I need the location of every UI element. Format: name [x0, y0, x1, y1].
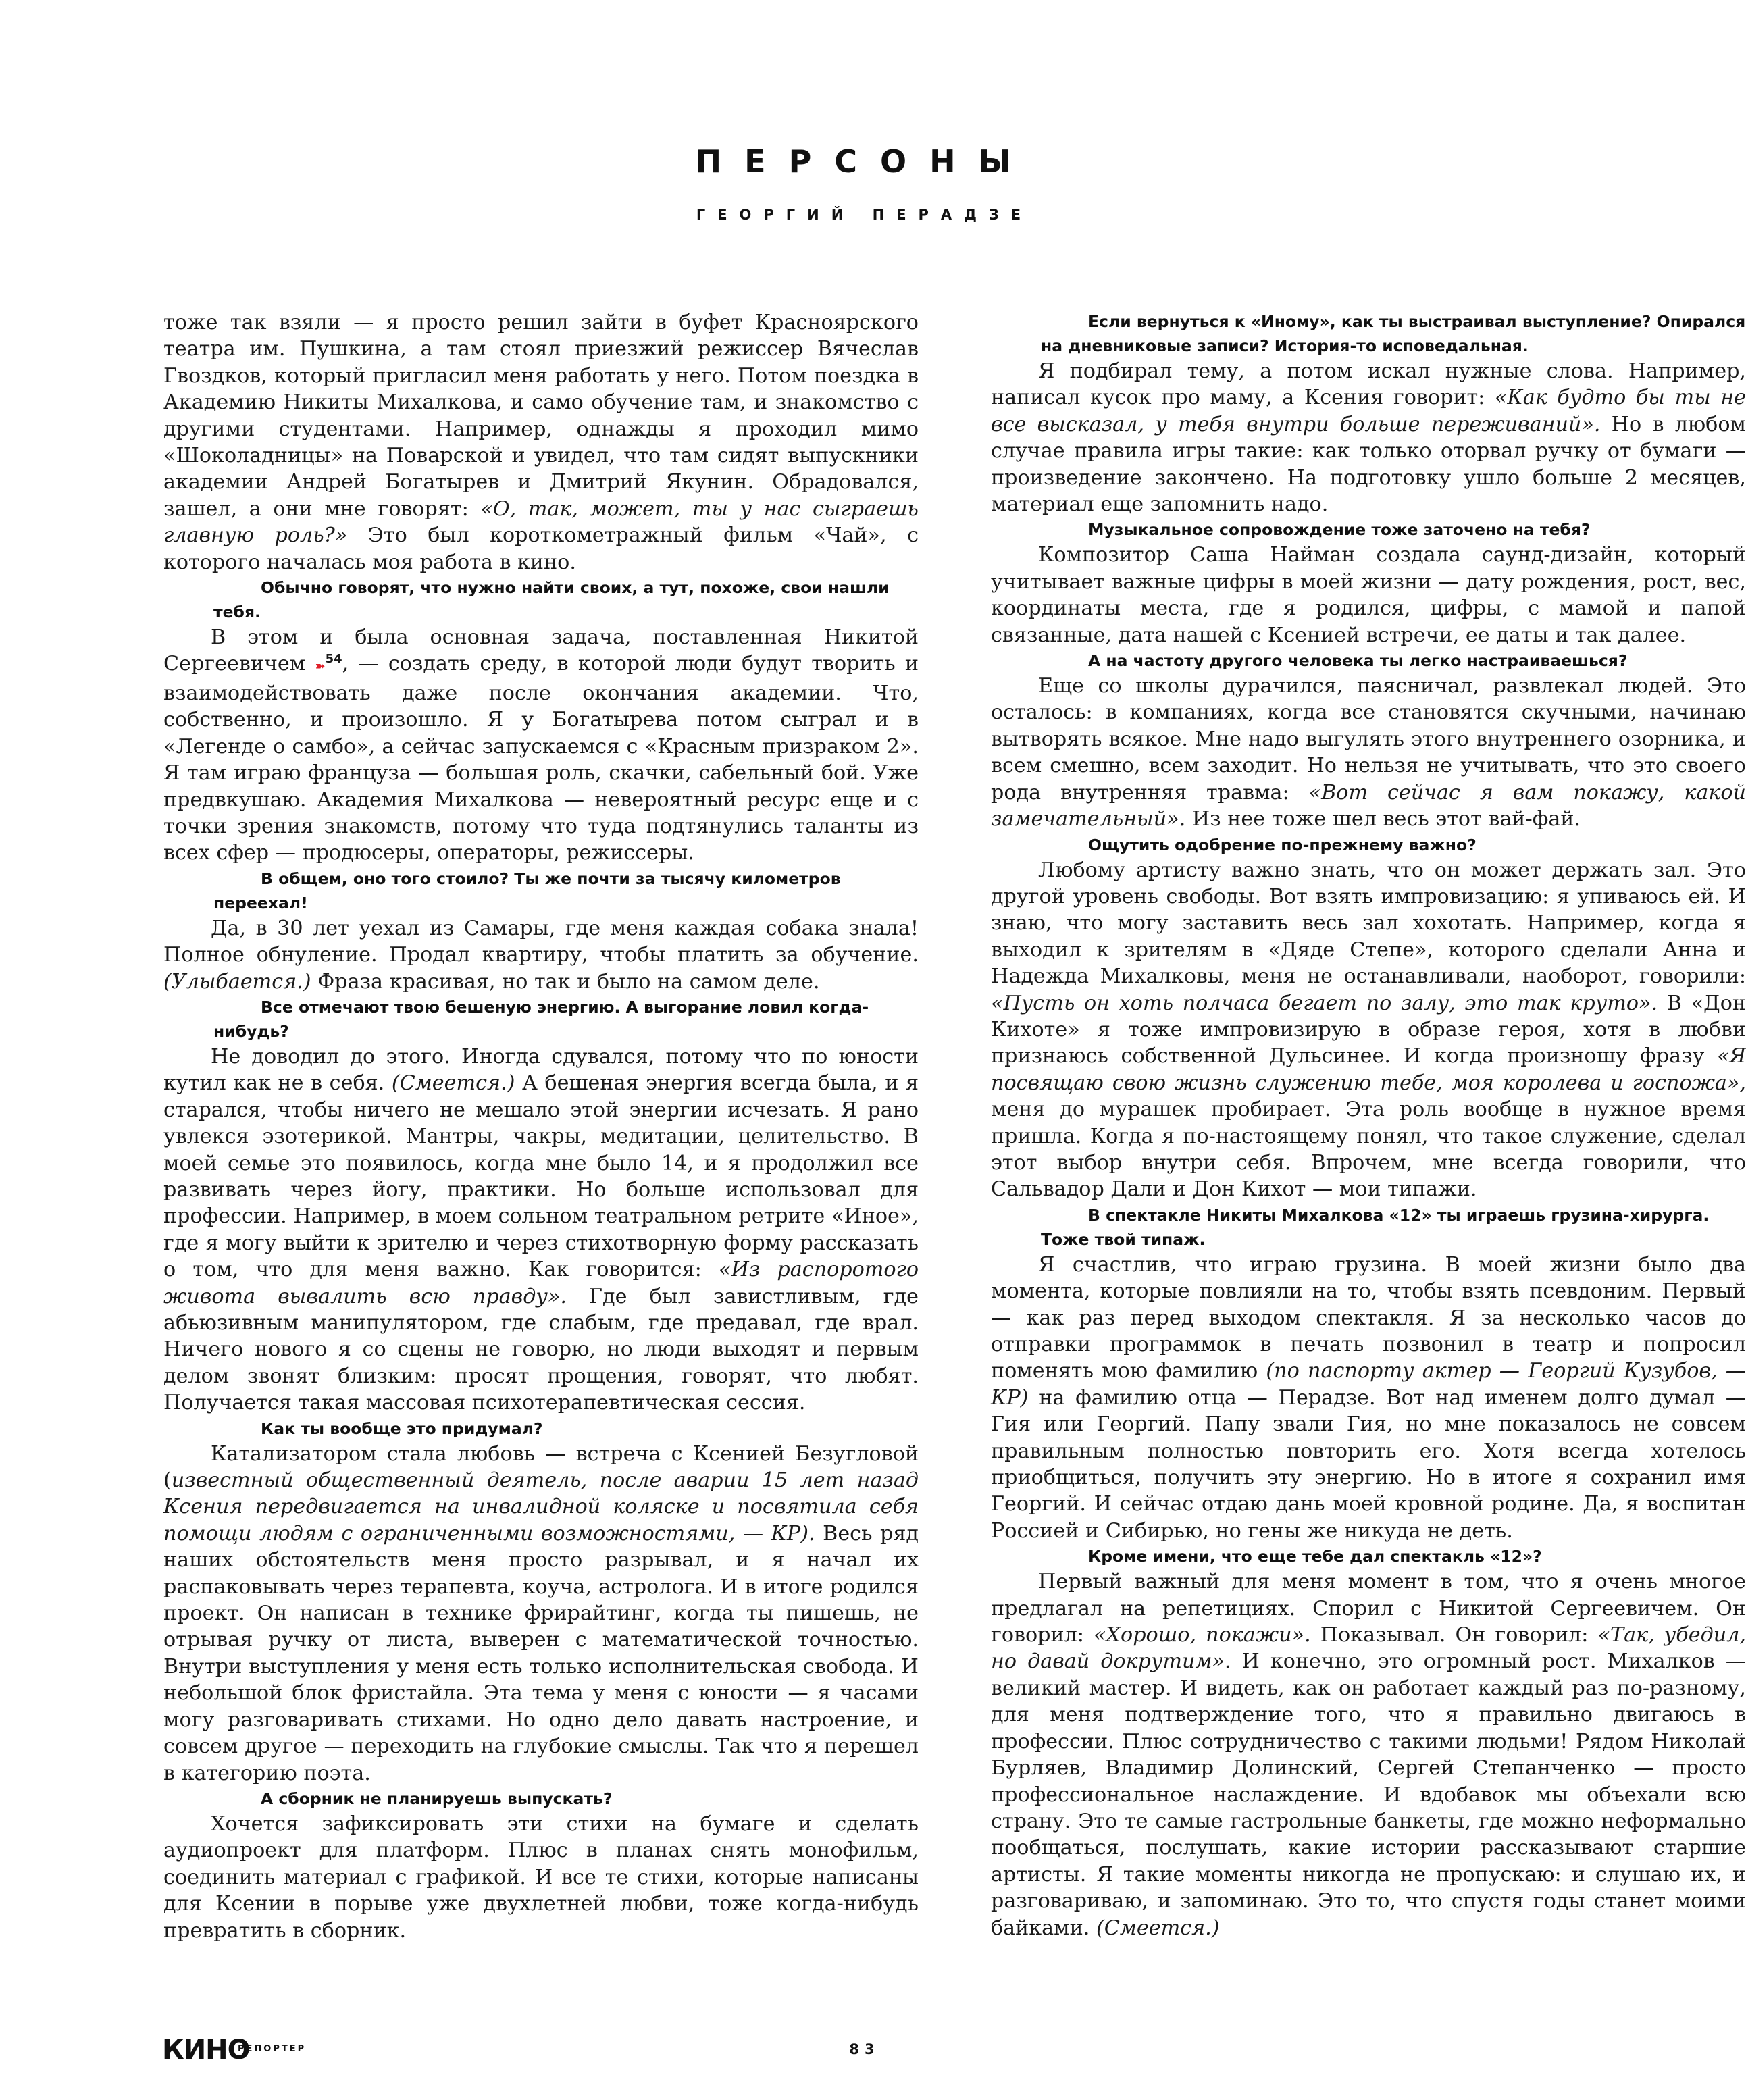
page-number: 83 — [849, 2041, 880, 2057]
page-ref-arrow-icon: ➽ — [315, 659, 326, 674]
question: Кроме имени, что еще тебе дал спектакль «12»? — [1088, 1547, 1542, 1566]
answer: Я счастлив, что играю грузина. В моей жизни было два момента, которые повлияли на то, чтобы взять псевдоним. Первый — как раз перед выходом спектакля. Я за несколько часов до отправки программок в печать позвонил в театр и попросил поменять мою фамилию (по паспорту актер — Георгий Кузубов, — КР) на фамилию отца — Перадзе. Вот над именем долго думал — Гия или Георгий. Папу звали Гия, но мне показалось не совсем правильным полностью повторить его. Хотя всегда хотелось приобщиться, получить эту энергию. Но в итоге я сохранил имя Георгий. И сейчас отдаю дань моей кровной родине. Да, я воспитан Россией и Сибирью, но гены же никуда не деть. — [991, 1252, 1746, 1543]
question: В спектакле Никиты Михалкова «12» ты играешь грузина-хирурга. Тоже твой типаж. — [1041, 1205, 1710, 1249]
question: Музыкальное сопровождение тоже заточено на тебя? — [1088, 520, 1591, 540]
question: Как ты вообще это придумал? — [261, 1418, 543, 1438]
question: Все отмечают твою бешеную энергию. А выгорание ловил когда-нибудь? — [213, 997, 869, 1041]
question: В общем, оно того стоило? Ты же почти за тысячу километров переехал! — [213, 869, 841, 913]
answer: Еще со школы дурачился, паясничал, развлекал людей. Это осталось: в компаниях, когда все становятся скучными, начинаю вытворять всякое. Мне надо выгулять этого внутреннего озорника, и всем смешно, всем заходит. Но нельзя не учитывать, что это своего рода внутренняя травма: «Вот сейчас я вам покажу, какой замечательный». Из нее тоже шел весь этот вай-фай. — [991, 674, 1746, 831]
answer: В этом и была основная задача, поставленная Никитой Сергеевичем ➽$^{54}$, — создать среду, в которой люди будут творить и взаимодействовать даже после окончания академии. Что, собственно, и произошло. Я у Богатырева потом сыграл и в «Легенде о самбо», а сейчас запускаемся с «Красным призраком 2». Я там играю француза — большая роль, скачки, сабельный бой. Уже предвкушаю. Академия Михалкова — невероятный ресурс еще и с точки зрения знакомств, потому что туда подтянулись таланты из всех сфер — продюсеры, операторы, режиссеры. — [163, 625, 919, 865]
right-column — [991, 309, 1746, 1941]
paragraph: тоже так взяли — я просто решил зайти в буфет Красноярского театра им. Пушкина, а там стоял приезжий режиссер Вячеслав Гвоздков, который пригласил меня работать у него. Потом поездка в Академию Никиты Михалкова, и само обучение там, и знакомство с другими студентами. Например, однажды я проходил мимо «Шоколадницы» на Поварской и увидел, что там сидят выпускники академии Андрей Богатырев и Дмитрий Якунин. Обрадовался, зашел, а они мне говорят: «О, так, может, ты у нас сыграешь главную роль?» Это был короткометражный фильм «Чай», с которого началась моя работа в кино. — [163, 311, 919, 574]
question: А на частоту другого человека ты легко настраиваешься? — [1088, 651, 1628, 671]
magazine-logo: КИНО — [162, 2034, 250, 2066]
answer: Катализатором стала любовь — встреча с Ксенией Безугловой (известный общественный деятель, после аварии 15 лет назад Ксения передвигается на инвалидной коляске и посвятила себя помощи людям с ограниченными возможностями, — КР). Весь ряд наших обстоятельств меня просто разрывал, и я начал их распаковывать через терапевта, коуча, астролога. И в итоге родился проект. Он написан в технике фрирайтинг, когда ты пишешь, не отрывая ручку от листа, выверен с математической точностью. Внутри выступления у меня есть только исполнительская свобода. И небольшой блок фристайла. Эта тема у меня с юности — я часами могу разговаривать стихами. Но одно дело давать настроение, и совсем другое — переходить на глубокие смыслы. Так что я перешел в категорию поэта. — [163, 1441, 919, 1785]
page-ref-number: 54 — [325, 652, 342, 667]
answer: Хочется зафиксировать эти стихи на бумаге и сделать аудиопроект для платформ. Плюс в планах снять монофильм, соединить материал с графикой. И все те стихи, которые написаны для Ксении в порыве уже двухлетней любви, тоже когда-нибудь превратить в сборник. — [163, 1812, 919, 1943]
answer: Не доводил до этого. Иногда сдувался, потому что по юности кутил как не в себя. (Смеется.) А бешеная энергия всегда была, и я старался, чтобы ничего не мешало этой энергии исчезать. Я рано увлекся эзотерикой. Мантры, чакры, медитации, целительство. В моей семье это появилось, когда мне было 14, и я продолжил все развивать через йогу, практики. Но больше использовал для профессии. Например, в моем сольном театральном ретрите «Иное», где я могу выйти к зрителю и через стихотворную форму рассказать о том, что для меня важно. Как говорится: «Из распоротого живота вывалить всю правду». Где был завистливым, где абьюзивным манипулятором, где слабым, где предавал, где врал. Ничего нового я со сцены не говорю, но люди выходят и первым делом звонят близким: просят прощения, говорят, что любят. Получается такая массовая психотерапевтическая сессия. — [163, 1044, 919, 1415]
answer: Я подбирал тему, а потом искал нужные слова. Например, написал кусок про маму, а Ксения говорит: «Как будто бы ты не все высказал, у тебя внутри больше переживаний». Но в любом случае правила игры такие: как только оторвал ручку от бумаги — произведение закончено. На подготовку ушло больше 2 месяцев, материал еще запомнить надо. — [991, 359, 1746, 517]
left-column — [163, 309, 919, 1944]
answer: Композитор Саша Найман создала саунд-дизайн, который учитывает важные цифры в моей жизни — дату рождения, рост, вес, координаты места, где я родился, цифры, с мамой и папой связанные, дата нашей с Ксенией встречи, ее даты и так далее. — [991, 543, 1746, 647]
question: А сборник не планируешь выпускать? — [261, 1789, 613, 1808]
question: Обычно говорят, что нужно найти своих, а тут, похоже, свои нашли тебя. — [213, 578, 890, 622]
answer: Любому артисту важно знать, что он может держать зал. Это другой уровень свободы. Вот взять импровизацию: я упиваюсь ей. И знаю, что могу заставить весь зал хохотать. Например, когда я выходил к зрителям в «Дяде Степе», которого сделали Анна и Надежда Михалковы, меня не останавливали, наоборот, говорили: «Пусть он хоть полчаса бегает по залу, это так круто». В «Дон Кихоте» я тоже импровизирую в образе героя, хотя в любви признаюсь собственной Дульсинее. И когда произношу фразу «Я посвящаю свою жизнь служению тебе, моя королева и госпожа», меня до мурашек пробирает. Эта роль вообще в нужное время пришла. Когда я по-настоящему понял, что такое служение, сделал этот выбор внутри себя. Впрочем, мне всегда говорили, что Сальвадор Дали и Дон Кихот — мои типажи. — [991, 858, 1746, 1202]
subject-name: ГЕОРГИЙ ПЕРАДЗЕ — [696, 207, 1033, 223]
section-title: ПЕРСОНЫ — [695, 143, 1034, 180]
question: Ощутить одобрение по-прежнему важно? — [1088, 835, 1477, 854]
magazine-logo-subtitle: РЕПОРТЕР — [238, 2044, 307, 2054]
answer: Первый важный для меня момент в том, что я очень многое предлагал на репетициях. Спорил с Никитой Сергеевичем. Он говорил: «Хорошо, покажи». Показывал. Он говорил: «Так, убедил, но давай докрутим». И конечно, это огромный рост. Михалков — великий мастер. И видеть, как он работает каждый раз по-разному, для меня подтверждение того, что я правильно двигаюсь в профессии. Плюс сотрудничество с такими людьми! Рядом Николай Бурляев, Владимир Долинский, Сергей Степанченко — просто профессиональное наслаждение. И вдобавок мы объехали всю страну. Это те самые гастрольные банкеты, где можно неформально пообщаться, послушать, какие истории рассказывают старшие артисты. Я такие моменты никогда не пропускаю: и слушаю их, и разговариваю, и запоминаю. Это то, что спустя годы станет моими байками. (Смеется.) — [991, 1570, 1746, 1940]
answer: Да, в 30 лет уехал из Самары, где меня каждая собака знала! Полное обнуление. Продал квартиру, чтобы платить за обучение. (Улыбается.) Фраза красивая, но так и было на самом деле. — [163, 916, 919, 994]
question: Если вернуться к «Иному», как ты выстраивал выступление? Опирался на дневниковые записи? История-то исповедальная. — [1041, 312, 1746, 355]
